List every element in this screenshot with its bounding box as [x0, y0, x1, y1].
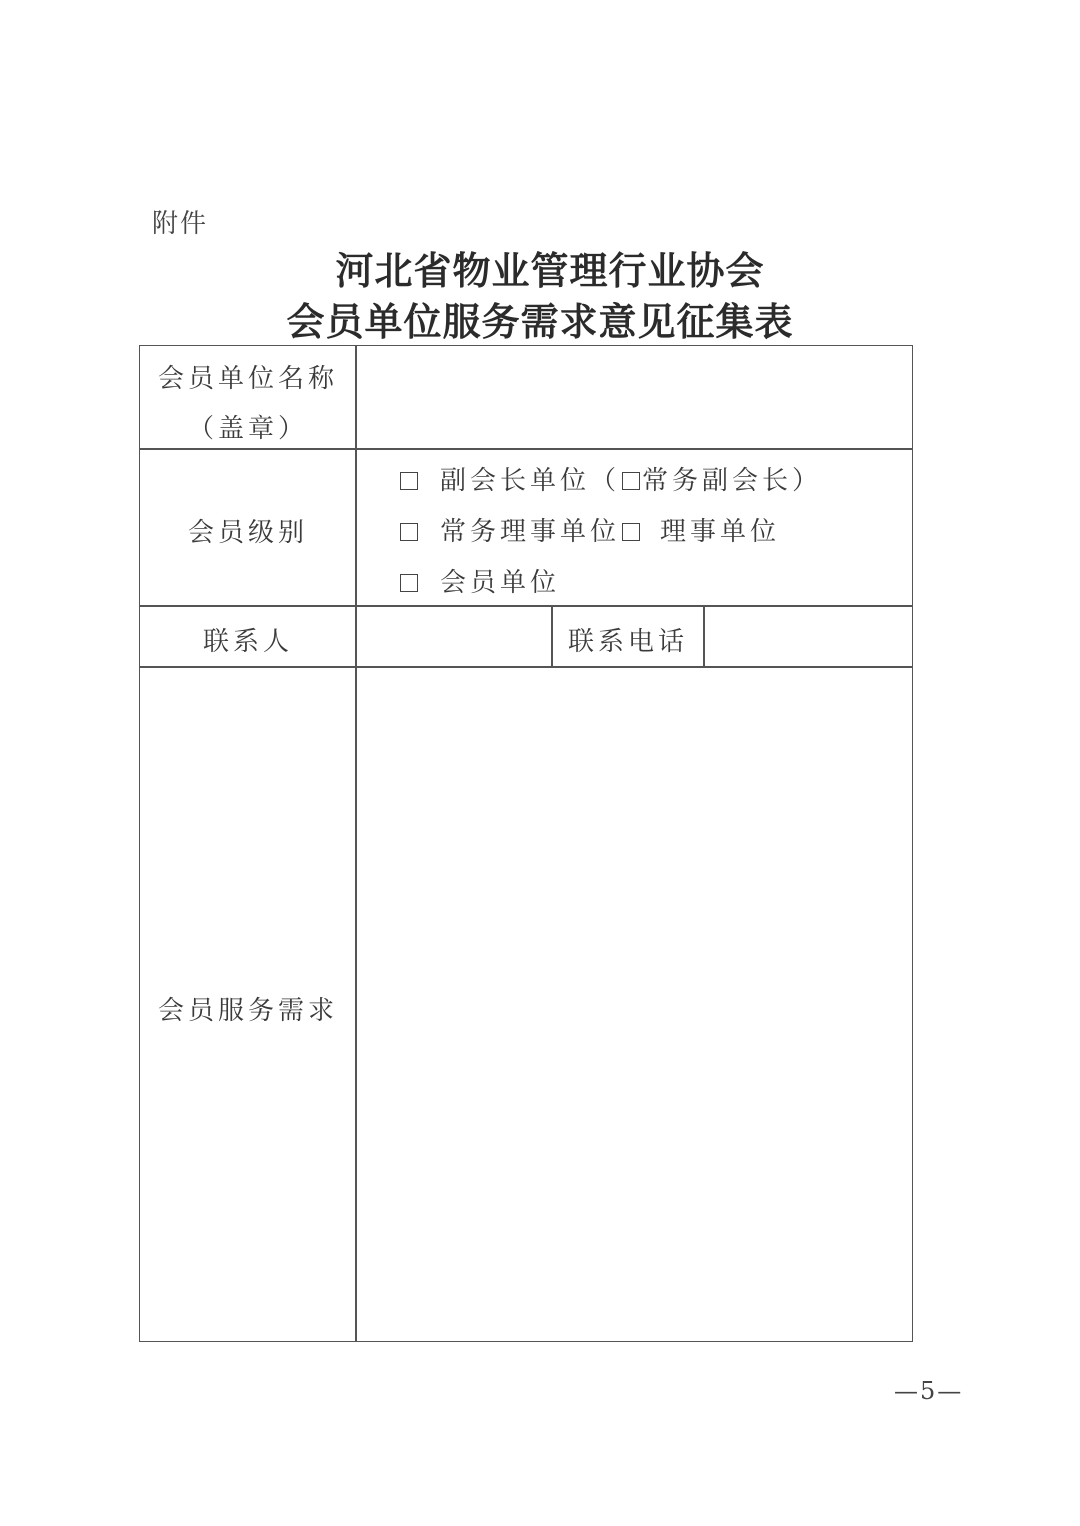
executive-vice-president-checkbox[interactable]: [622, 472, 640, 490]
level-option-row-2: [400, 519, 780, 545]
director-unit-label: 理事单位: [660, 517, 781, 547]
executive-vice-president-label: 常务副会长）: [642, 466, 823, 496]
level-option-row-3: [400, 570, 560, 596]
service-needs-form-table: [139, 345, 913, 1342]
attachment-label: 附件: [152, 209, 209, 239]
contact-phone-label: 联系电话: [567, 627, 688, 657]
service-needs-input-area[interactable]: [357, 668, 912, 1341]
level-option-row-1: [400, 468, 822, 494]
member-name-input-area[interactable]: [357, 346, 912, 447]
contact-phone-input-area[interactable]: [705, 607, 912, 666]
vice-president-unit-label: 副会长单位（: [440, 466, 621, 496]
member-unit-checkbox[interactable]: [400, 574, 418, 592]
contact-person-input-area[interactable]: [357, 607, 550, 666]
vice-president-unit-checkbox[interactable]: [400, 472, 418, 490]
member-level-label: 会员级别: [187, 518, 308, 548]
member-unit-label: 会员单位: [440, 568, 561, 598]
service-needs-label: 会员服务需求: [157, 996, 338, 1026]
document-title-line-1: 河北省物业管理行业协会: [335, 248, 765, 293]
document-title-line-2: 会员单位服务需求意见征集表: [286, 299, 794, 344]
row-divider: [140, 448, 912, 450]
contact-person-label: 联系人: [202, 627, 293, 657]
executive-director-unit-checkbox[interactable]: [400, 523, 418, 541]
executive-director-unit-label: 常务理事单位: [440, 517, 621, 547]
member-name-label-line-1: 会员单位名称: [157, 364, 338, 394]
director-unit-checkbox[interactable]: [622, 523, 640, 541]
member-name-label-line-2: （盖章）: [187, 414, 308, 444]
page-number: —5—: [894, 1377, 964, 1405]
